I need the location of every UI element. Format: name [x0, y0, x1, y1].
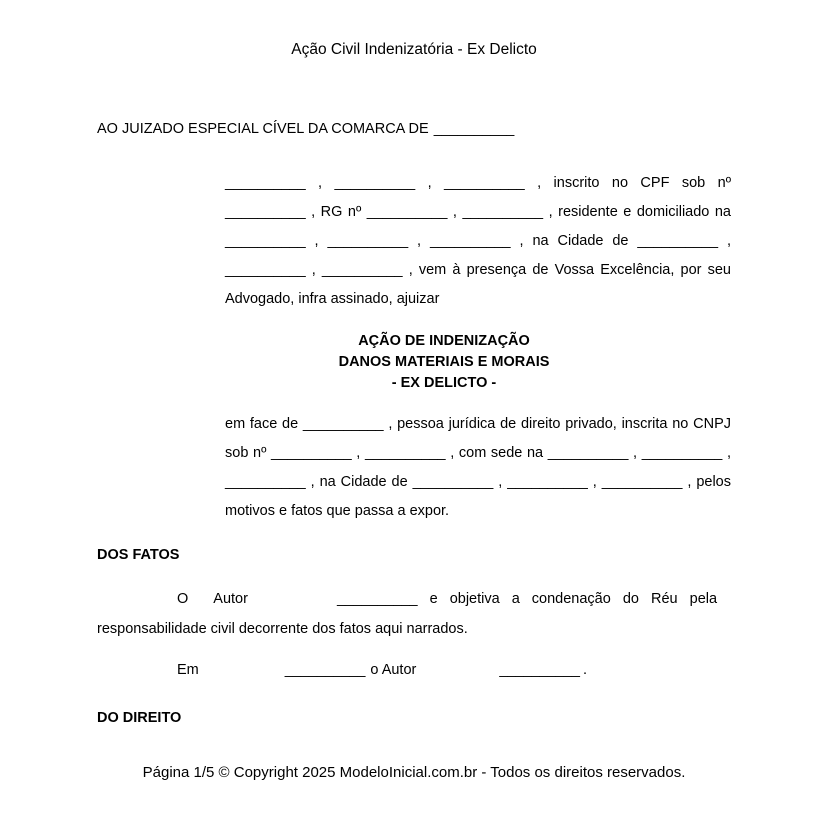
facts-blank-field: __________: [336, 591, 418, 607]
section-heading-dos-fatos: DOS FATOS: [97, 547, 180, 563]
footer-page-number: Página 1/5: [142, 764, 215, 781]
closing-blank-field-1: __________: [284, 662, 366, 678]
closing-period: .: [583, 662, 588, 678]
page-footer: [97, 765, 731, 781]
document-header-title: Ação Civil Indenizatória - Ex Delicto: [291, 41, 537, 58]
closing-word-em: Em: [177, 662, 199, 678]
facts-paragraph: [97, 584, 731, 644]
facts-line-1: [97, 584, 731, 614]
facts-line-2: responsabilidade civil decorrente dos fatos aqui narrados.: [97, 621, 468, 637]
closing-blank-field-2: __________: [499, 662, 581, 678]
defendant-qualification-paragraph: em face de __________ , pessoa jurídica de direito privado, inscrita no CNPJ sob nº __________ , __________ , com sede na __________ , __________ , __________ , na Cidade de __________ , __________ , __________ , pelos motivos e fatos que passa a expor.: [225, 416, 731, 519]
footer-copyright: © Copyright 2025 ModeloInicial.com.br - Todos os direitos reservados.: [218, 764, 686, 781]
action-title-line-2: DANOS MATERIAIS E MORAIS: [338, 354, 550, 370]
action-title-line-1: AÇÃO DE INDENIZAÇÃO: [358, 333, 530, 349]
action-title-line-3: - EX DELICTO -: [391, 375, 497, 391]
addressing-text: AO JUIZADO ESPECIAL CÍVEL DA COMARCA DE: [97, 121, 429, 137]
facts-word-autor: Autor: [213, 591, 248, 607]
addressing-line: [97, 115, 731, 144]
author-qualification-paragraph: __________ , __________ , __________ , inscrito no CPF sob nº __________ , RG nº __________ , __________ , residente e domiciliado na __________ , __________ , __________ , na Cidade de __________ , __________ , __________ , vem à presença de Vossa Excelência, por seu Advogado, infra assinado, ajuizar: [225, 175, 731, 307]
facts-line1-rest: e objetiva a condenação do Réu pela: [429, 591, 718, 607]
action-title-block: [157, 331, 731, 394]
facts-word-o: O: [177, 591, 189, 607]
closing-words-o-autor: o Autor: [370, 662, 417, 678]
closing-line: [97, 656, 731, 685]
section-heading-do-direito: DO DIREITO: [97, 710, 182, 726]
addressing-blank-field: __________: [433, 121, 515, 137]
